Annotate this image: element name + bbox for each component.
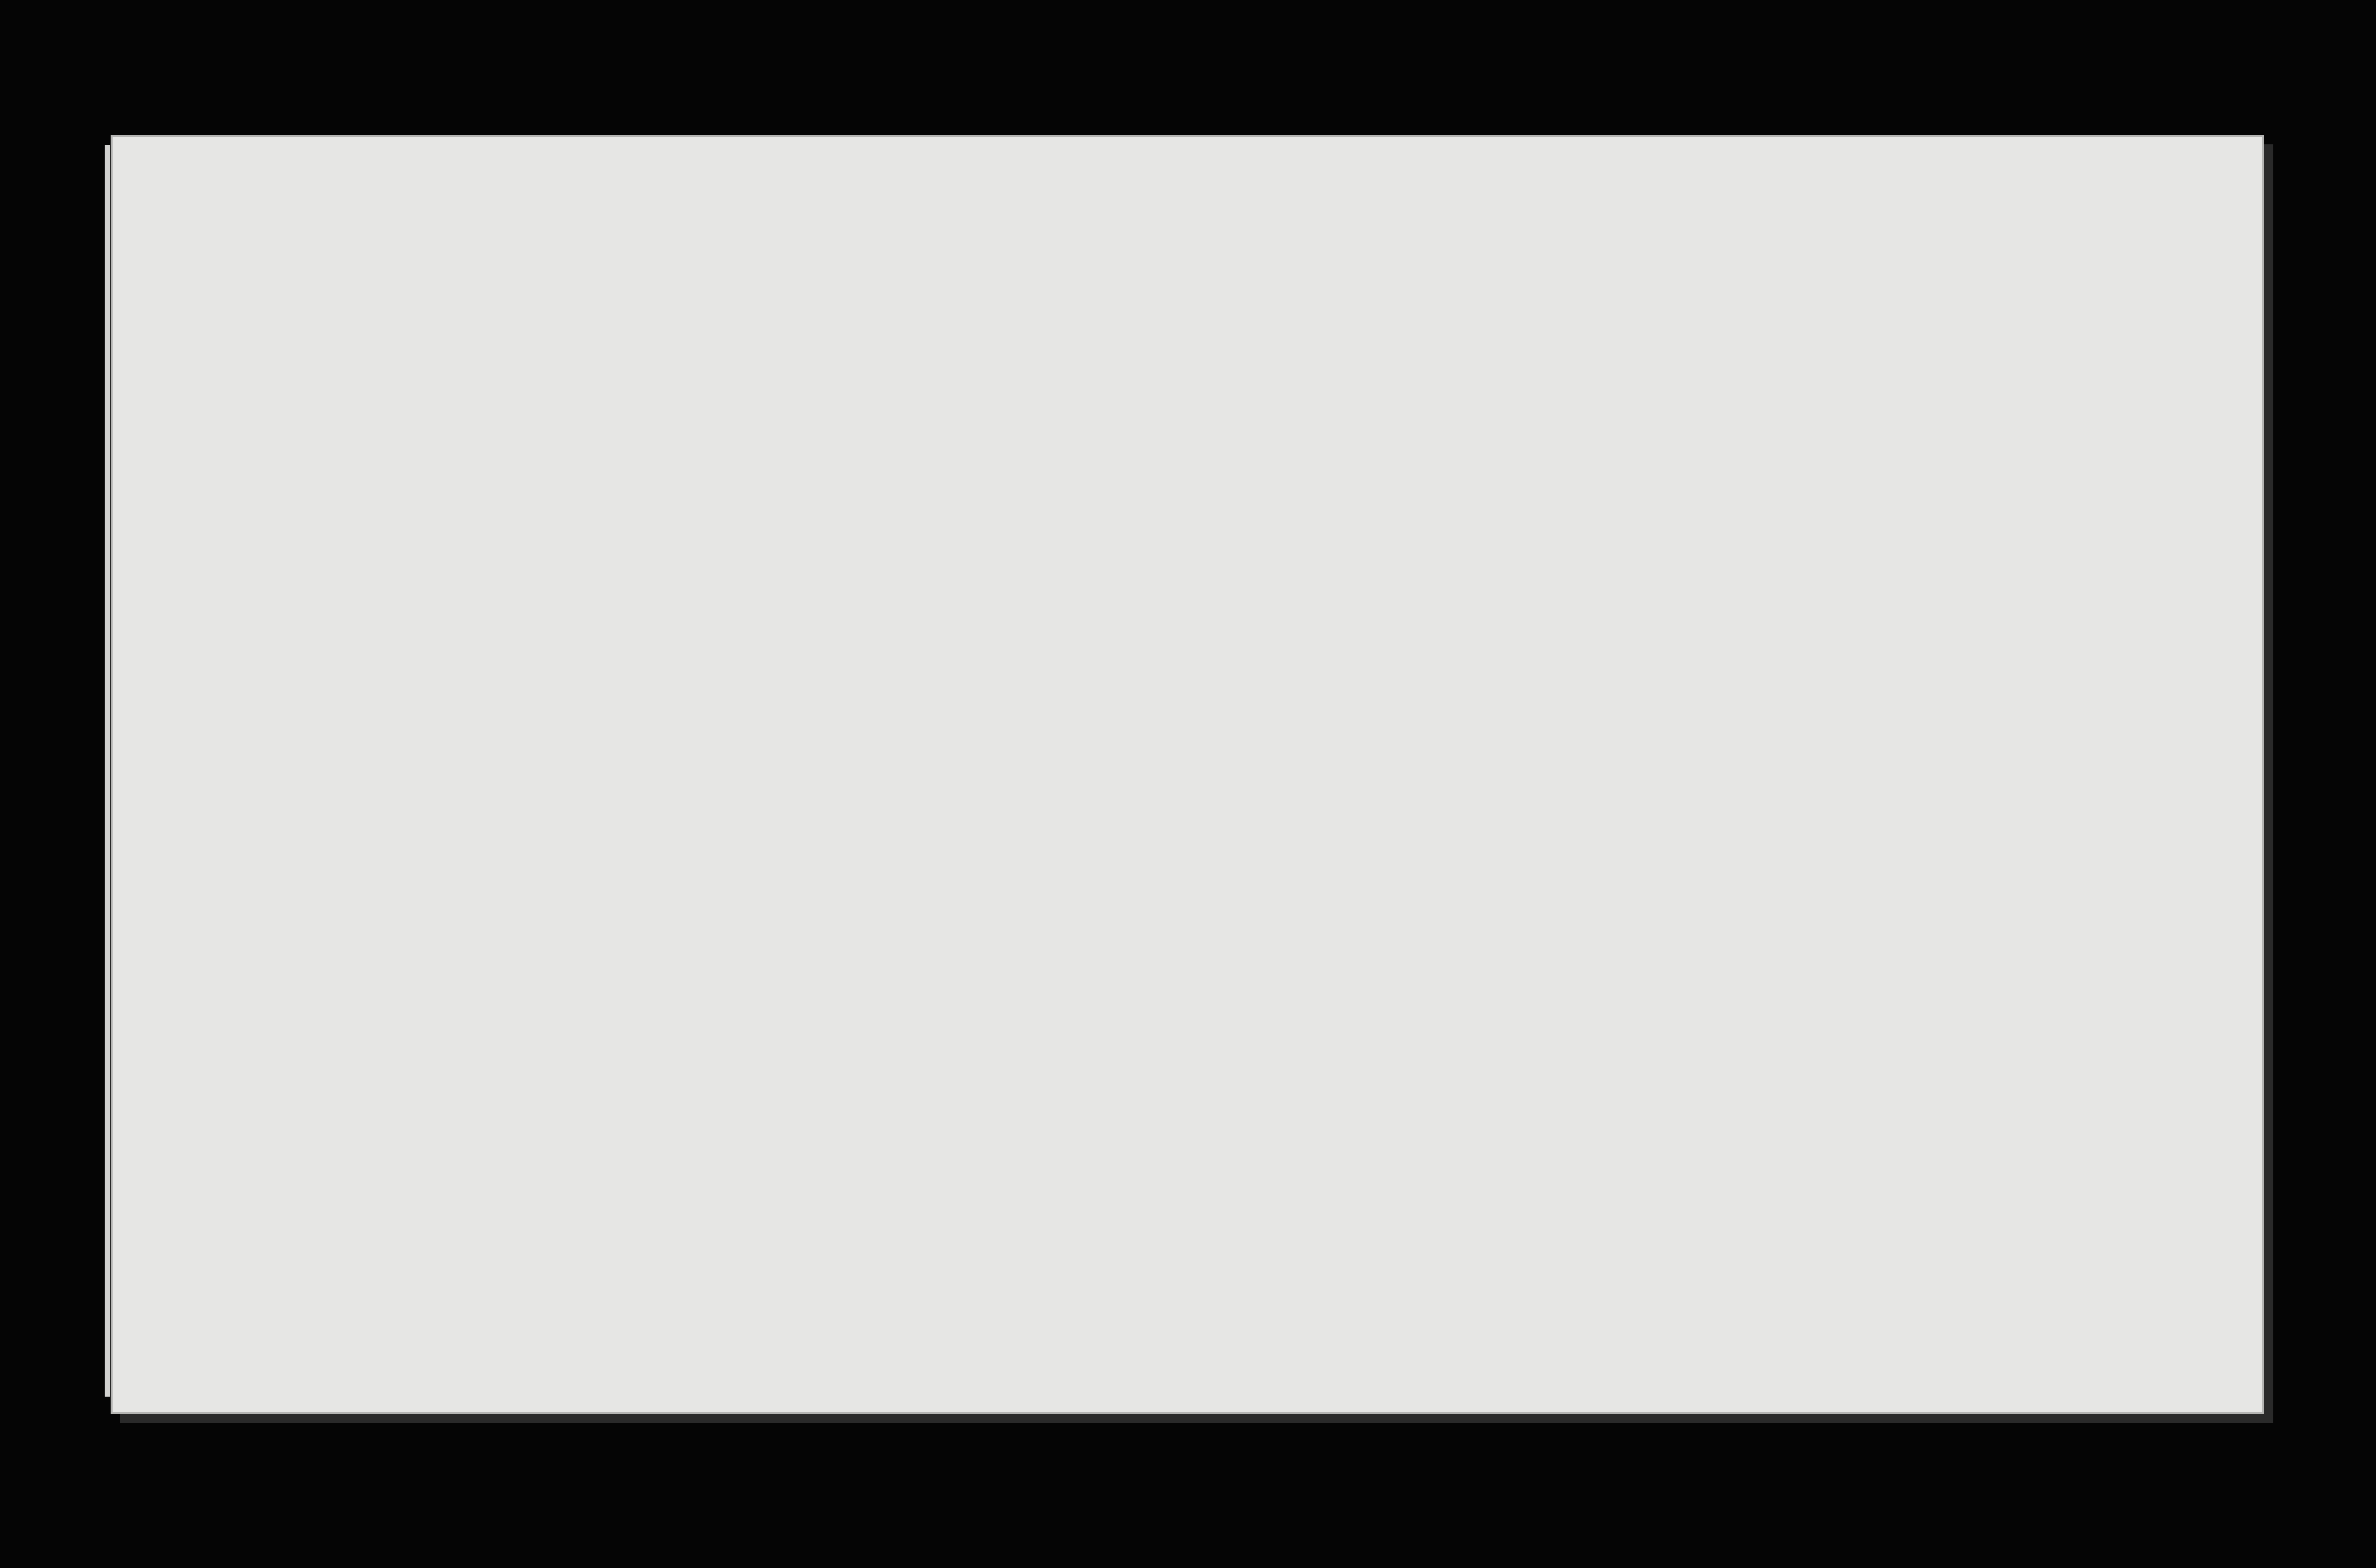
card-edge	[105, 145, 110, 1397]
form-grid	[113, 137, 2262, 1412]
census-card	[111, 135, 2264, 1414]
